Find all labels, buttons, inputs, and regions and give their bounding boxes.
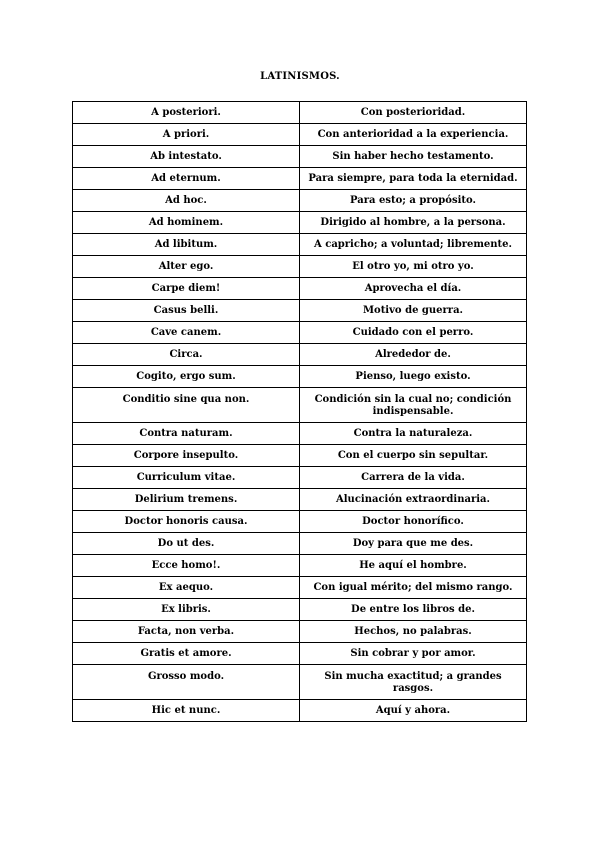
- meaning-cell: Sin haber hecho testamento.: [300, 146, 527, 168]
- latin-phrase-cell: A posteriori.: [73, 102, 300, 124]
- latin-phrase-cell: Contra naturam.: [73, 423, 300, 445]
- latin-phrase-cell: Curriculum vitae.: [73, 467, 300, 489]
- table-row: [73, 599, 527, 621]
- meaning-cell: Doctor honorífico.: [300, 511, 527, 533]
- meaning-cell: Alucinación extraordinaria.: [300, 489, 527, 511]
- meaning-cell: Carrera de la vida.: [300, 467, 527, 489]
- table-row: [73, 212, 527, 234]
- meaning-cell: He aquí el hombre.: [300, 555, 527, 577]
- meaning-cell: Doy para que me des.: [300, 533, 527, 555]
- table-row: [73, 146, 527, 168]
- table-row: [73, 322, 527, 344]
- table-row: [73, 300, 527, 322]
- table-body: [73, 102, 527, 722]
- latin-phrase-cell: Ad libitum.: [73, 234, 300, 256]
- latin-phrase-cell: Grosso modo.: [73, 665, 300, 700]
- table-row: [73, 234, 527, 256]
- latin-phrase-cell: Delirium tremens.: [73, 489, 300, 511]
- meaning-cell: Motivo de guerra.: [300, 300, 527, 322]
- table-row: [73, 700, 527, 722]
- meaning-cell: De entre los libros de.: [300, 599, 527, 621]
- table-row: [73, 577, 527, 599]
- latin-phrase-cell: Alter ego.: [73, 256, 300, 278]
- table-row: [73, 423, 527, 445]
- meaning-cell: Para esto; a propósito.: [300, 190, 527, 212]
- meaning-cell: A capricho; a voluntad; libremente.: [300, 234, 527, 256]
- table-row: [73, 124, 527, 146]
- latin-phrase-cell: Facta, non verba.: [73, 621, 300, 643]
- table-row: [73, 388, 527, 423]
- table-row: [73, 489, 527, 511]
- latin-phrase-cell: Ex aequo.: [73, 577, 300, 599]
- table-row: [73, 256, 527, 278]
- latin-phrase-cell: Conditio sine qua non.: [73, 388, 300, 423]
- latin-phrase-cell: Cave canem.: [73, 322, 300, 344]
- latin-phrase-cell: Ad eternum.: [73, 168, 300, 190]
- latin-phrase-cell: Carpe diem!: [73, 278, 300, 300]
- table-row: [73, 366, 527, 388]
- meaning-cell: Con el cuerpo sin sepultar.: [300, 445, 527, 467]
- table-row: [73, 168, 527, 190]
- meaning-cell: Con anterioridad a la experiencia.: [300, 124, 527, 146]
- meaning-cell: Aprovecha el día.: [300, 278, 527, 300]
- latin-phrase-cell: Doctor honoris causa.: [73, 511, 300, 533]
- meaning-cell: Contra la naturaleza.: [300, 423, 527, 445]
- table-row: [73, 102, 527, 124]
- meaning-cell: Con posterioridad.: [300, 102, 527, 124]
- table-row: [73, 467, 527, 489]
- latin-phrase-cell: Cogito, ergo sum.: [73, 366, 300, 388]
- table-row: [73, 665, 527, 700]
- latin-phrase-cell: Do ut des.: [73, 533, 300, 555]
- table-row: [73, 190, 527, 212]
- table-row: [73, 445, 527, 467]
- table-row: [73, 511, 527, 533]
- meaning-cell: Dirigido al hombre, a la persona.: [300, 212, 527, 234]
- table-row: [73, 278, 527, 300]
- meaning-cell: Pienso, luego existo.: [300, 366, 527, 388]
- meaning-cell: Condición sin la cual no; condición indispensable.: [300, 388, 527, 423]
- latin-phrase-cell: Ex libris.: [73, 599, 300, 621]
- table-row: [73, 621, 527, 643]
- meaning-cell: Para siempre, para toda la eternidad.: [300, 168, 527, 190]
- latinisms-table: [72, 101, 527, 722]
- meaning-cell: Sin mucha exactitud; a grandes rasgos.: [300, 665, 527, 700]
- latin-phrase-cell: Ad hominem.: [73, 212, 300, 234]
- latin-phrase-cell: Ab intestato.: [73, 146, 300, 168]
- page-title: LATINISMOS.: [260, 71, 340, 82]
- meaning-cell: Cuidado con el perro.: [300, 322, 527, 344]
- table-row: [73, 643, 527, 665]
- meaning-cell: Hechos, no palabras.: [300, 621, 527, 643]
- meaning-cell: Sin cobrar y por amor.: [300, 643, 527, 665]
- latin-phrase-cell: Corpore insepulto.: [73, 445, 300, 467]
- table-row: [73, 344, 527, 366]
- table-row: [73, 533, 527, 555]
- latin-phrase-cell: Circa.: [73, 344, 300, 366]
- latin-phrase-cell: Hic et nunc.: [73, 700, 300, 722]
- latin-phrase-cell: A priori.: [73, 124, 300, 146]
- table-row: [73, 555, 527, 577]
- latin-phrase-cell: Casus belli.: [73, 300, 300, 322]
- meaning-cell: Aquí y ahora.: [300, 700, 527, 722]
- meaning-cell: Alrededor de.: [300, 344, 527, 366]
- latin-phrase-cell: Ad hoc.: [73, 190, 300, 212]
- latin-phrase-cell: Gratis et amore.: [73, 643, 300, 665]
- latin-phrase-cell: Ecce homo!.: [73, 555, 300, 577]
- meaning-cell: El otro yo, mi otro yo.: [300, 256, 527, 278]
- meaning-cell: Con igual mérito; del mismo rango.: [300, 577, 527, 599]
